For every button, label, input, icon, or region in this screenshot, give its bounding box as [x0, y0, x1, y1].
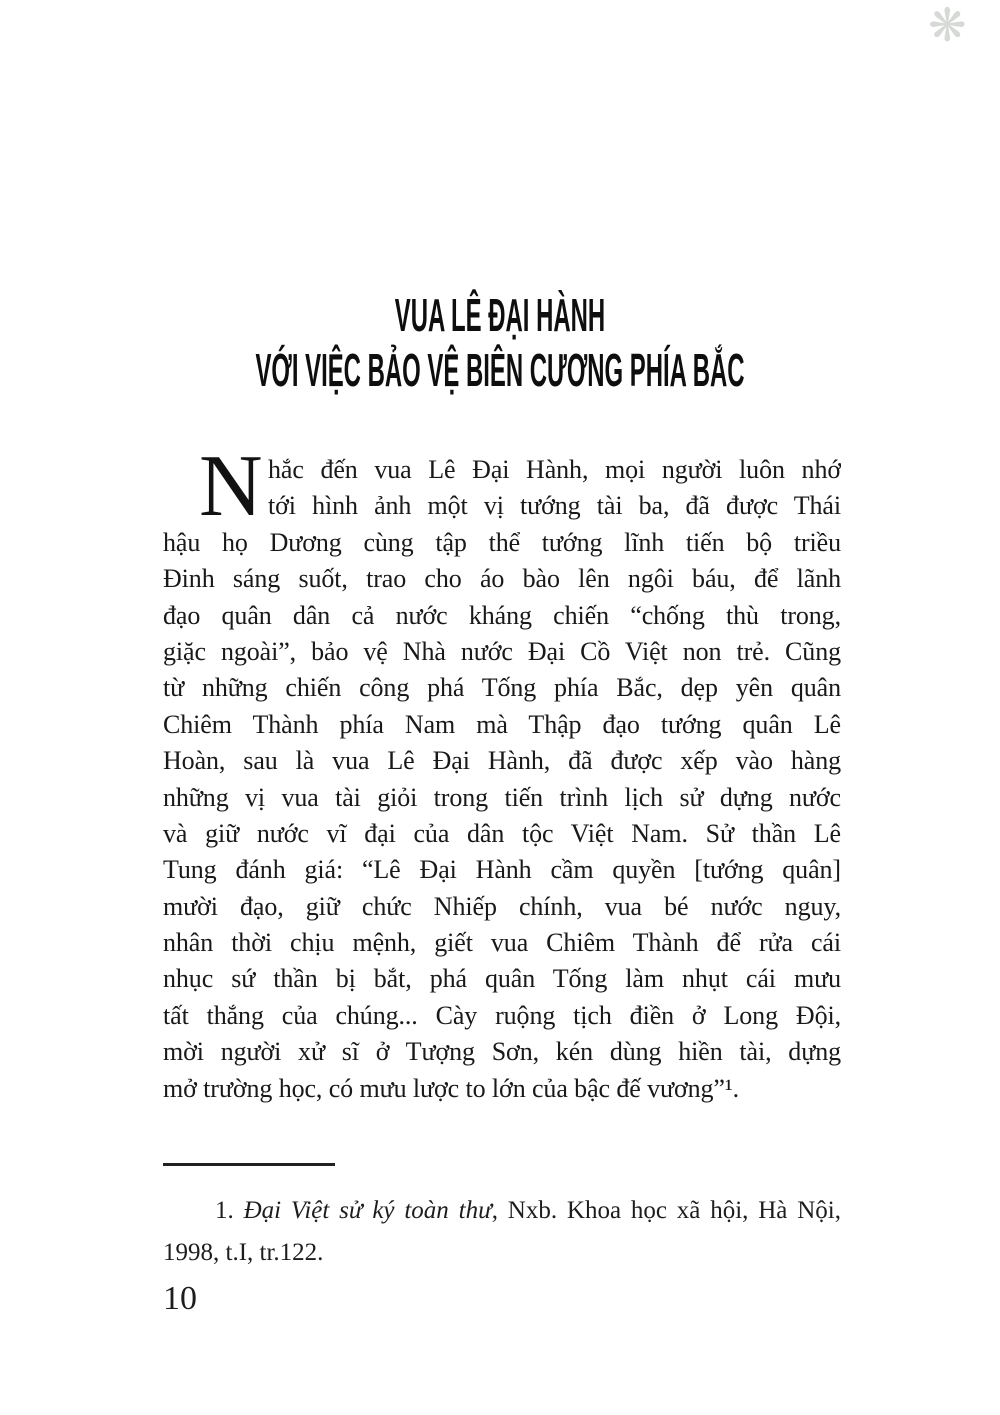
body-line: Tung đánh giá: “Lê Đại Hành cầm quyền [tướng quân] — [163, 855, 841, 885]
flower-ornament-icon: ❋ — [928, 0, 967, 52]
footnote-marker: 1. — [215, 1197, 244, 1224]
body-line: tới hình ảnh một vị tướng tài ba, đã được Thái — [268, 491, 841, 521]
footnote-line-1 — [163, 1190, 841, 1232]
body-line: và giữ nước vĩ đại của dân tộc Việt Nam. Sử thần Lê — [163, 818, 841, 848]
body-paragraph — [163, 438, 841, 1107]
body-line: mời người xử sĩ ở Tượng Sơn, kén dùng hiền tài, dựng — [163, 1037, 841, 1067]
body-line: nhân thời chịu mệnh, giết vua Chiêm Thành để rửa cái — [163, 928, 841, 958]
body-line: nhục sứ thần bị bắt, phá quân Tống làm nhụt cái mưu — [163, 964, 841, 994]
body-line: Chiêm Thành phía Nam mà Thập đạo tướng quân Lê — [163, 709, 841, 739]
body-line: hậu họ Dương cùng tập thể tướng lĩnh tiến bộ triều — [163, 527, 841, 557]
body-line: Đinh sáng suốt, trao cho áo bào lên ngôi báu, để lãnh — [163, 564, 841, 594]
footnote-line-2: 1998, t.I, tr.122. — [163, 1239, 324, 1266]
footnote-separator-rule — [163, 1163, 335, 1166]
body-line: những vị vua tài giỏi trong tiến trình lịch sử dựng nước — [163, 782, 841, 812]
footnote-publisher: , Nxb. Khoa học xã hội, Hà Nội, — [491, 1197, 841, 1224]
drop-cap: N — [199, 438, 263, 535]
body-line: mở trường học, có mưu lược to lớn của bậc đế vương”¹. — [163, 1073, 739, 1103]
chapter-title — [0, 288, 1000, 398]
footnote — [163, 1190, 841, 1274]
chapter-title-line-1: VUA LÊ ĐẠI HÀNH — [394, 289, 606, 341]
footnote-book-title: Đại Việt sử ký toàn thư — [243, 1197, 492, 1224]
body-line: giặc ngoài”, bảo vệ Nhà nước Đại Cồ Việt non trẻ. Cũng — [163, 636, 841, 666]
body-line: đạo quân dân cả nước kháng chiến “chống thù trong, — [163, 600, 841, 630]
body-line: từ những chiến công phá Tống phía Bắc, dẹp yên quân — [163, 673, 841, 703]
page-number: 10 — [163, 1280, 197, 1317]
paragraph-lines — [163, 452, 841, 1107]
chapter-title-line-2: VỚI VIỆC BẢO VỆ BIÊN CƯƠNG PHÍA BẮC — [255, 344, 745, 396]
body-line: tất thắng của chúng... Cày ruộng tịch điền ở Long Đội, — [163, 1000, 841, 1030]
body-line: Hoàn, sau là vua Lê Đại Hành, đã được xếp vào hàng — [163, 746, 841, 776]
body-line: mười đạo, giữ chức Nhiếp chính, vua bé nước nguy, — [163, 891, 841, 921]
body-line: hắc đến vua Lê Đại Hành, mọi người luôn nhớ — [268, 455, 841, 484]
